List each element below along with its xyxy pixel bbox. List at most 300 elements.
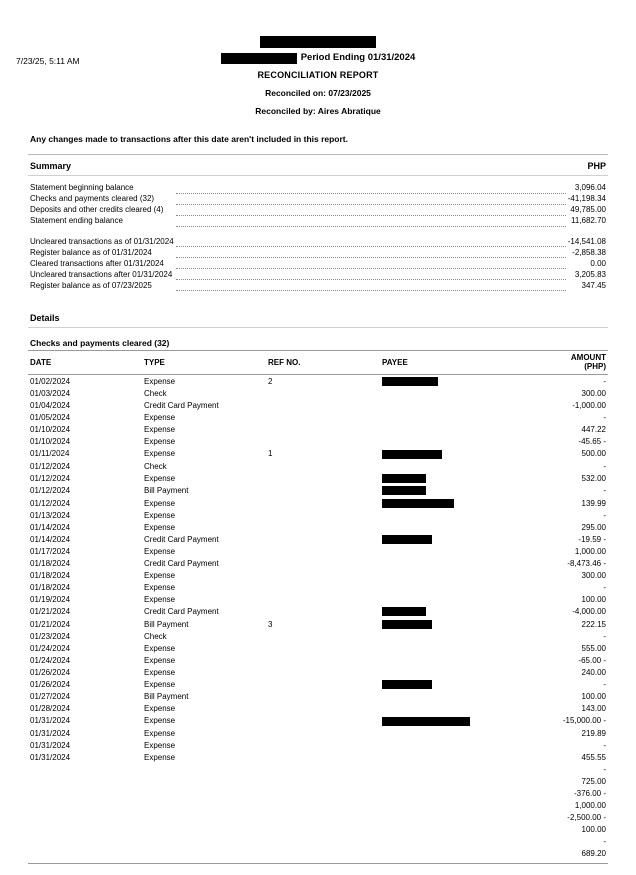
cell-type: Expense: [144, 376, 176, 386]
table-row[interactable]: [28, 739, 608, 751]
cell-payee: [380, 727, 554, 739]
cell-amount: -: [603, 836, 606, 846]
cell-date: 01/18/2024: [30, 559, 71, 569]
summary-row-label: Uncleared transactions as of 01/31/2024: [30, 236, 174, 246]
cell-type: Expense: [144, 680, 176, 690]
cell-date: 01/14/2024: [30, 522, 71, 532]
summary-row: [28, 215, 608, 226]
cell-payee: [380, 570, 554, 582]
summary-row-leader: [176, 245, 566, 256]
cell-amount: 1,000.00: [574, 547, 606, 557]
summary-row-value: 3,205.83: [574, 269, 606, 279]
cell-ref-no: [266, 654, 380, 666]
table-row[interactable]: [28, 703, 608, 715]
redacted-payee: [382, 377, 438, 386]
period-ending-label: Period Ending 01/31/2024: [300, 52, 416, 64]
table-row[interactable]: [28, 570, 608, 582]
summary-row-value: 49,785.00: [570, 205, 606, 215]
table-row[interactable]: [28, 448, 608, 460]
table-row[interactable]: [28, 497, 608, 509]
cell-ref-no: [266, 739, 380, 751]
cell-ref-no: 3: [268, 619, 273, 629]
change-notice: Any changes made to transactions after this date aren't included in this report.: [30, 134, 349, 145]
cell-payee: [380, 533, 554, 545]
cell-ref-no: 2: [268, 376, 273, 386]
cell-ref-no: [266, 835, 380, 847]
cell-date: 01/31/2024: [30, 752, 71, 762]
cell-amount: -: [603, 740, 606, 750]
cell-date: 01/27/2024: [30, 692, 71, 702]
cell-amount: -: [603, 486, 606, 496]
cell-payee: [380, 751, 554, 763]
cell-amount: -: [603, 376, 606, 386]
cell-amount: -2,500.00 -: [567, 812, 606, 822]
cell-payee: [380, 715, 554, 727]
cell-date: [28, 847, 142, 859]
table-row[interactable]: [28, 375, 608, 388]
cell-amount: -15,000.00 -: [562, 716, 606, 726]
cell-date: 01/12/2024: [30, 473, 71, 483]
cell-ref-no: [266, 533, 380, 545]
cell-date: 01/03/2024: [30, 389, 71, 399]
table-row[interactable]: [28, 630, 608, 642]
cell-type: Expense: [144, 522, 176, 532]
cell-amount: 100.00: [581, 824, 606, 834]
cell-amount: 300.00: [581, 571, 606, 581]
cell-ref-no: [266, 787, 380, 799]
column-header-ref-no: REF NO.: [266, 351, 380, 375]
table-row[interactable]: [28, 558, 608, 570]
redacted-payee: [382, 620, 432, 629]
table-row[interactable]: [28, 546, 608, 558]
cell-type: Expense: [144, 667, 176, 677]
cell-ref-no: [266, 472, 380, 484]
cell-ref-no: [266, 642, 380, 654]
cell-type: Credit Card Payment: [144, 401, 219, 411]
reconciled-by-label: Reconciled by: Aires Abratique: [255, 106, 381, 117]
cell-ref-no: [266, 691, 380, 703]
cell-date: [28, 835, 142, 847]
cell-amount: -19.59 -: [578, 534, 606, 544]
summary-row-value: 0.00: [590, 258, 606, 268]
cell-ref-no: [266, 436, 380, 448]
cell-ref-no: [266, 412, 380, 424]
divider-bottom: [28, 863, 608, 864]
cell-payee: [380, 497, 554, 509]
cell-type: Credit Card Payment: [144, 534, 219, 544]
cell-amount: 725.00: [581, 776, 606, 786]
summary-row-value: -41,198.34: [567, 194, 606, 204]
cell-payee: [380, 654, 554, 666]
cell-amount: 447.22: [581, 425, 606, 435]
table-row[interactable]: [28, 582, 608, 594]
cell-ref-no: [266, 400, 380, 412]
cell-ref-no: [266, 775, 380, 787]
cell-amount: 100.00: [581, 595, 606, 605]
cell-type: Expense: [144, 655, 176, 665]
table-row[interactable]: [28, 424, 608, 436]
cell-date: 01/11/2024: [30, 449, 70, 459]
cell-type: [142, 799, 266, 811]
cell-amount: -45.65 -: [578, 437, 606, 447]
cell-ref-no: [266, 570, 380, 582]
cell-amount: 219.89: [581, 728, 606, 738]
cell-amount: -: [603, 461, 606, 471]
cell-type: Expense: [144, 498, 176, 508]
cell-amount: -: [603, 510, 606, 520]
table-row[interactable]: [28, 618, 608, 630]
cell-type: Expense: [144, 510, 176, 520]
cell-ref-no: [266, 424, 380, 436]
details-table-header-row: [28, 351, 608, 375]
cell-amount: 500.00: [581, 449, 606, 459]
cell-ref-no: [266, 460, 380, 472]
cell-ref-no: [266, 727, 380, 739]
cell-payee: [380, 775, 554, 787]
cell-payee: [380, 691, 554, 703]
table-row[interactable]: [28, 654, 608, 666]
cell-date: 01/21/2024: [30, 607, 71, 617]
cell-date: 01/28/2024: [30, 704, 71, 714]
table-row[interactable]: [28, 799, 608, 811]
summary-row-value: -14,541.08: [567, 236, 606, 246]
table-row[interactable]: [28, 727, 608, 739]
cell-payee: [380, 582, 554, 594]
redacted-payee: [382, 717, 470, 726]
cell-type: Expense: [144, 728, 176, 738]
cell-ref-no: [266, 521, 380, 533]
table-row[interactable]: [28, 642, 608, 654]
cell-amount: 689.20: [581, 848, 606, 858]
summary-row-label: Cleared transactions after 01/31/2024: [30, 258, 164, 268]
cell-date: 01/19/2024: [30, 595, 71, 605]
table-row[interactable]: [28, 678, 608, 690]
cell-payee: [380, 448, 554, 460]
cell-amount: 139.99: [581, 498, 606, 508]
cell-payee: [380, 472, 554, 484]
table-row[interactable]: [28, 533, 608, 545]
redacted-payee: [382, 450, 442, 459]
column-header-amount: AMOUNT (PHP): [554, 351, 608, 375]
cell-type: Bill Payment: [144, 486, 189, 496]
cell-ref-no: [266, 546, 380, 558]
summary-row-leader: [176, 213, 566, 224]
divider-below-details-title: [28, 327, 608, 328]
cell-date: 01/24/2024: [30, 655, 71, 665]
account-and-period-line: [28, 52, 608, 64]
cell-payee: [380, 618, 554, 630]
cell-amount: 295.00: [581, 522, 606, 532]
summary-row-label: Register balance as of 01/31/2024: [30, 247, 152, 257]
cell-type: Expense: [144, 425, 176, 435]
cell-payee: [380, 666, 554, 678]
cell-ref-no: [266, 630, 380, 642]
cell-ref-no: [266, 484, 380, 496]
cell-amount: -65.00 -: [578, 655, 606, 665]
cell-payee: [380, 799, 554, 811]
column-header-type: TYPE: [142, 351, 266, 375]
cell-type: Check: [144, 389, 167, 399]
redacted-company-name: [260, 36, 376, 48]
summary-row-leader: [176, 180, 566, 191]
cell-type: Expense: [144, 413, 176, 423]
cell-date: 01/17/2024: [30, 547, 71, 557]
details-title: Details: [30, 313, 60, 324]
table-row[interactable]: [28, 472, 608, 484]
summary-row-value: 11,682.70: [571, 216, 606, 226]
cell-ref-no: [266, 388, 380, 400]
cell-amount: -: [603, 680, 606, 690]
summary-row-leader: [176, 267, 566, 278]
table-row[interactable]: [28, 509, 608, 521]
cell-amount: -: [603, 764, 606, 774]
cell-type: Check: [144, 631, 167, 641]
cell-payee: [380, 558, 554, 570]
summary-row-label: Statement beginning balance: [30, 183, 134, 193]
cell-ref-no: [266, 763, 380, 775]
reconciled-on-label: Reconciled on: 07/23/2025: [265, 88, 371, 99]
cell-type: Expense: [144, 473, 176, 483]
cell-type: Expense: [144, 547, 176, 557]
divider-above-summary: [28, 154, 608, 155]
cell-amount: 555.00: [581, 643, 606, 653]
column-header-date: DATE: [28, 351, 142, 375]
cell-date: 01/10/2024: [30, 425, 71, 435]
cell-amount: -: [603, 631, 606, 641]
summary-row-value: 347.45: [581, 280, 606, 290]
summary-row-label: Checks and payments cleared (32): [30, 194, 155, 204]
cell-payee: [380, 484, 554, 496]
cell-type: Credit Card Payment: [144, 559, 219, 569]
cell-payee: [380, 703, 554, 715]
cell-payee: [380, 630, 554, 642]
redacted-account-name: [221, 53, 297, 64]
cell-amount: 222.15: [581, 619, 606, 629]
cell-amount: 143.00: [581, 704, 606, 714]
cell-payee: [380, 375, 554, 388]
cell-date: [28, 787, 142, 799]
cell-date: 01/24/2024: [30, 643, 71, 653]
table-row[interactable]: [28, 787, 608, 799]
cell-type: Expense: [144, 643, 176, 653]
cell-ref-no: [266, 509, 380, 521]
table-row[interactable]: [28, 751, 608, 763]
cell-payee: [380, 546, 554, 558]
cell-payee: [380, 823, 554, 835]
cell-payee: [380, 642, 554, 654]
cell-date: [28, 811, 142, 823]
cell-date: [28, 799, 142, 811]
summary-currency: PHP: [587, 161, 606, 172]
cell-date: 01/13/2024: [30, 510, 71, 520]
cell-date: 01/21/2024: [30, 619, 71, 629]
cell-date: 01/04/2024: [30, 401, 71, 411]
cell-amount: 455.55: [581, 752, 606, 762]
cell-type: Expense: [144, 571, 176, 581]
redacted-payee: [382, 499, 454, 508]
cell-date: 01/31/2024: [30, 716, 71, 726]
table-row[interactable]: [28, 775, 608, 787]
cell-amount: -4,000.00: [572, 607, 606, 617]
table-row[interactable]: [28, 811, 608, 823]
cell-amount: 300.00: [581, 389, 606, 399]
cell-date: 01/14/2024: [30, 534, 71, 544]
cell-date: 01/31/2024: [30, 740, 71, 750]
summary-label: Summary: [30, 161, 72, 172]
cell-ref-no: [266, 715, 380, 727]
print-timestamp: 7/23/25, 5:11 AM: [16, 56, 80, 66]
cell-date: 01/18/2024: [30, 583, 71, 593]
cell-ref-no: [266, 703, 380, 715]
cell-type: Check: [144, 461, 167, 471]
cell-amount: -: [603, 413, 606, 423]
cell-type: [142, 787, 266, 799]
table-row[interactable]: [28, 715, 608, 727]
cell-type: Expense: [144, 704, 176, 714]
summary-row-label: Deposits and other credits cleared (4): [30, 205, 164, 215]
cell-type: Expense: [144, 716, 176, 726]
cell-type: [142, 835, 266, 847]
cell-payee: [380, 436, 554, 448]
cell-ref-no: 1: [268, 449, 273, 459]
cell-ref-no: [266, 799, 380, 811]
page-title: RECONCILIATION REPORT: [257, 70, 379, 81]
cell-payee: [380, 412, 554, 424]
cell-payee: [380, 388, 554, 400]
cell-ref-no: [266, 582, 380, 594]
table-row[interactable]: [28, 763, 608, 775]
cell-type: [142, 763, 266, 775]
cell-type: [142, 847, 266, 859]
cell-date: 01/05/2024: [30, 413, 71, 423]
summary-row-label: Register balance as of 07/23/2025: [30, 280, 152, 290]
divider-below-summary-header: [28, 175, 608, 176]
cell-payee: [380, 424, 554, 436]
cell-ref-no: [266, 678, 380, 690]
cell-ref-no: [266, 558, 380, 570]
cell-amount: -: [603, 583, 606, 593]
cell-payee: [380, 787, 554, 799]
redacted-payee: [382, 607, 426, 616]
cell-payee: [380, 460, 554, 472]
cell-ref-no: [266, 497, 380, 509]
cell-ref-no: [266, 751, 380, 763]
cell-type: Expense: [144, 752, 176, 762]
table-row[interactable]: [28, 691, 608, 703]
cell-date: 01/12/2024: [30, 486, 71, 496]
summary-row-leader: [176, 256, 566, 267]
cell-date: 01/02/2024: [30, 376, 71, 386]
cell-ref-no: [266, 847, 380, 859]
summary-row-value: -2,858.38: [572, 247, 606, 257]
table-row[interactable]: [28, 484, 608, 496]
table-row[interactable]: [28, 400, 608, 412]
cell-type: [142, 823, 266, 835]
summary-row-leader: [176, 191, 566, 202]
cell-payee: [380, 847, 554, 859]
cell-date: 01/23/2024: [30, 631, 71, 641]
summary-table: [28, 182, 608, 291]
cell-date: 01/26/2024: [30, 680, 71, 690]
summary-row-leader: [176, 278, 566, 289]
details-table: [28, 350, 608, 859]
table-row[interactable]: [28, 460, 608, 472]
table-row[interactable]: [28, 835, 608, 847]
cell-payee: [380, 594, 554, 606]
summary-row-value: 3,096.04: [574, 183, 606, 193]
cell-type: Credit Card Payment: [144, 607, 219, 617]
cell-amount: -376.00 -: [573, 788, 606, 798]
column-header-payee: PAYEE: [380, 351, 554, 375]
cell-type: [142, 811, 266, 823]
table-row[interactable]: [28, 436, 608, 448]
cell-date: 01/26/2024: [30, 667, 71, 677]
table-row[interactable]: [28, 606, 608, 618]
cell-payee: [380, 739, 554, 751]
cell-payee: [380, 606, 554, 618]
cell-payee: [380, 835, 554, 847]
cell-payee: [380, 811, 554, 823]
table-row[interactable]: [28, 521, 608, 533]
redacted-payee: [382, 474, 426, 483]
cell-date: 01/12/2024: [30, 461, 71, 471]
cell-ref-no: [266, 811, 380, 823]
cell-amount: 532.00: [581, 473, 606, 483]
cell-amount: -1,000.00: [572, 401, 606, 411]
summary-row-leader: [176, 234, 566, 245]
cell-date: [28, 775, 142, 787]
cell-type: Bill Payment: [144, 692, 189, 702]
summary-row-leader: [176, 202, 566, 213]
cell-payee: [380, 400, 554, 412]
table-row[interactable]: [28, 388, 608, 400]
cell-ref-no: [266, 666, 380, 678]
table-row[interactable]: [28, 666, 608, 678]
cell-type: Bill Payment: [144, 619, 189, 629]
cell-type: Expense: [144, 595, 176, 605]
cell-ref-no: [266, 594, 380, 606]
cell-type: Expense: [144, 449, 176, 459]
cell-type: Expense: [144, 437, 176, 447]
cell-type: Expense: [144, 583, 176, 593]
cell-date: 01/10/2024: [30, 437, 71, 447]
redacted-payee: [382, 535, 432, 544]
summary-row-label: Statement ending balance: [30, 216, 123, 226]
cell-date: 01/31/2024: [30, 728, 71, 738]
redacted-payee: [382, 486, 426, 495]
table-row[interactable]: [28, 847, 608, 859]
redacted-payee: [382, 680, 432, 689]
table-row[interactable]: [28, 823, 608, 835]
report-header: [28, 30, 608, 116]
cell-type: Expense: [144, 740, 176, 750]
report-page: [0, 30, 636, 875]
summary-row-label: Uncleared transactions after 01/31/2024: [30, 269, 173, 279]
cell-amount: -8,473.46 -: [567, 559, 606, 569]
cell-payee: [380, 763, 554, 775]
summary-header: [28, 161, 608, 171]
cell-ref-no: [266, 606, 380, 618]
cell-amount: 100.00: [581, 692, 606, 702]
summary-row: [28, 280, 608, 291]
cell-type: [142, 775, 266, 787]
details-section-title: Checks and payments cleared (32): [30, 338, 170, 349]
cell-date: [28, 763, 142, 775]
table-row[interactable]: [28, 594, 608, 606]
cell-date: 01/12/2024: [30, 498, 71, 508]
table-row[interactable]: [28, 412, 608, 424]
cell-payee: [380, 509, 554, 521]
